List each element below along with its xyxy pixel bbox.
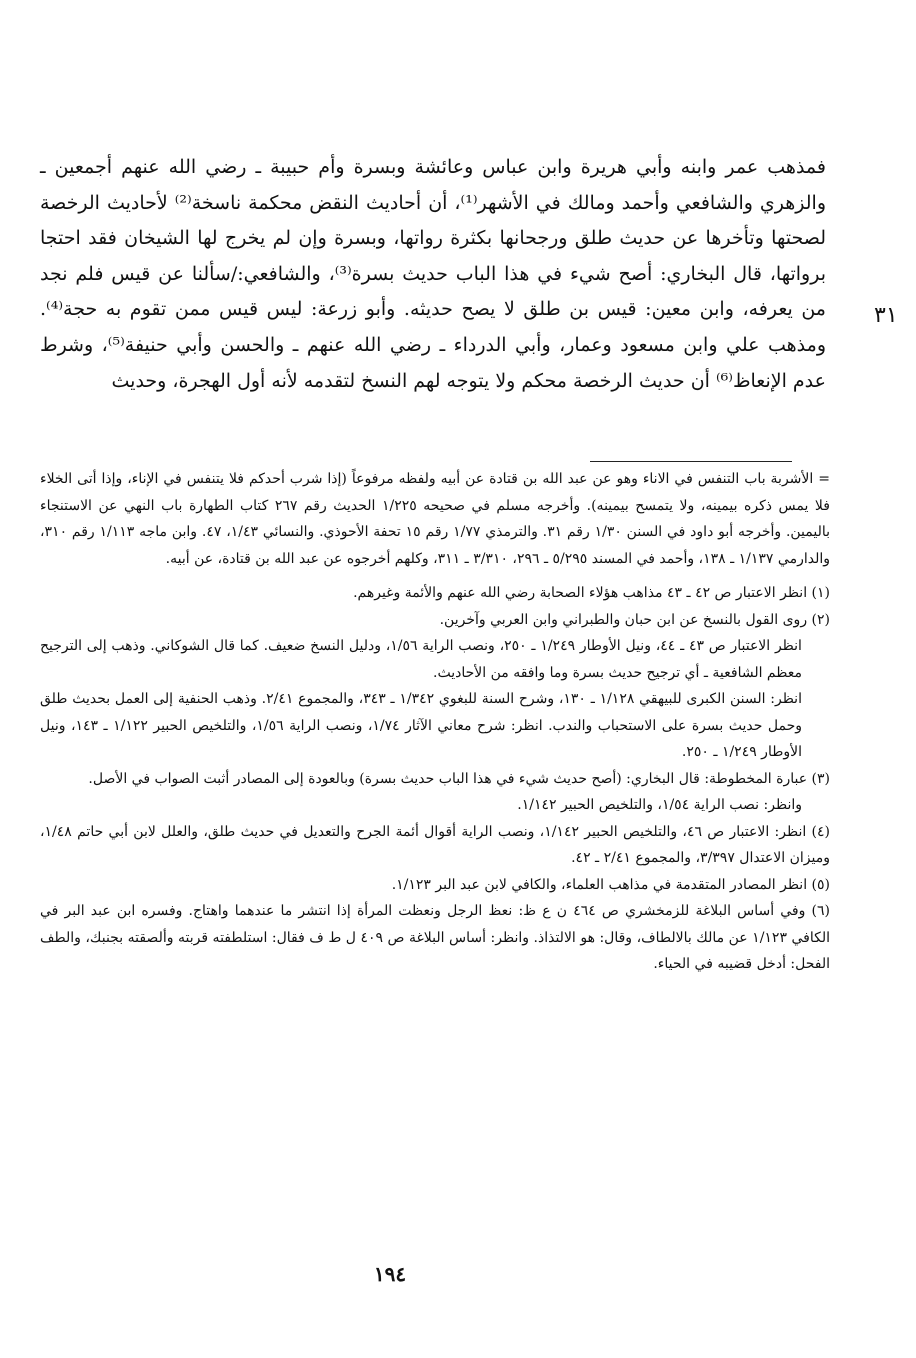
footnote-3-detail: وانظر: نصب الراية ١/٥٤، والتلخيص الحبير ١/١٤٢. bbox=[517, 797, 802, 813]
main-paragraph: فمذهب عمر وابنه وأبي هريرة وابن عباس وعائشة وبسرة وأم حبيبة ـ رضي الله عنهم أجمعين ـ والزهري والشافعي وأحمد ومالك في الأشهر⁽¹⁾، أن أحاديث النقض محكمة ناسخة⁽²⁾ لأحاديث الرخصة لصحتها وتأخرها عن حديث طلق ورجحانها بكثرة رواتها، وبسرة وإن لم يخرج لها الشيخان فقد احتجا برواتها، قال البخاري: أصح شيء في هذا الباب حديث بسرة⁽³⁾، والشافعي:/سألنا عن قيس فلم نجد من يعرفه، وابن معين: قيس بن طلق لا يصح حديثه. وأبو زرعة: ليس قيس ممن تقوم به حجة⁽⁴⁾. ومذهب علي وابن مسعود وعمار، وأبي الدرداء ـ رضي الله عنهم ـ والحسن وأبي حنيفة⁽⁵⁾، وشرط عدم الإنعاظ⁽⁶⁾ أن حديث الرخصة محكم ولا يتوجه لهم النسخ لتقدمه لأنه أول الهجرة، وحديث bbox=[40, 156, 827, 392]
footnote-2-detail-a: انظر الاعتبار ص ٤٣ ـ ٤٤، ونيل الأوطار ١/٢٤٩ ـ ٢٥٠، ونصب الراية ١/٥٦، ودليل النسخ ضعيف. كما قال الشوكاني. وذهب إلى الترجيح معظم الشافعية ـ أي ترجيح حديث بسرة وما وافقه من الأحاديث. bbox=[40, 638, 802, 681]
footnote-1: (١) انظر الاعتبار ص ٤٢ ـ ٤٣ مذاهب هؤلاء الصحابة رضي الله عنهم والأئمة وغيرهم. bbox=[353, 585, 830, 601]
footnote-6: (٦) وفي أساس البلاغة للزمخشري ص ٤٦٤ ن ع ظ: نعظ الرجل ونعظت المرأة إذا انتشر ما عندهما واهتاج. وفسره ابن عبد البر في الكافي ١/١٢٣ عن مالك بالالطاف، وقال: هو الالتذاذ. وانظر: أساس البلاغة ص ٤٠٩ ل ط ف فقال: استلطفته قربته وألصقته بجنبك، والطف الفحل: أدخل قضيبه في الحياء. bbox=[40, 903, 830, 972]
footnote-continuation: = الأشربة باب التنفس في الاناء وهو عن عبد الله بن قتادة عن أبيه ولفظه مرفوعاً (إذا شرب أحدكم فلا يتنفس في الإناء، وإذا أتى الخلاء فلا يمس ذكره بيمينه، ولا يتمسح بيمينه). وأخرجه مسلم في صحيحه ١/٢٢٥ الحديث رقم ٢٦٧ كتاب الطهارة باب النهي عن الاستنجاء باليمين. وأخرجه أبو داود في السنن ١/٣٠ رقم ٣١. والترمذي ١/٧٧ رقم ١٥ تحفة الأحوذي. والنسائي ١/٤٣، ٤٧. وابن ماجه ١/١١٣ رقم ٣١٠، والدارمي ١/١٣٧ ـ ١٣٨، وأحمد في المسند ٥/٢٩٥ ـ ٢٩٦، ٣/٣١٠ ـ ٣١١، وكلهم أخرجوه عن عبد الله بن قتادة، عن أبيه. bbox=[40, 471, 831, 567]
footnote-separator bbox=[590, 461, 792, 462]
footnote-2: (٢) روى القول بالنسخ عن ابن حبان والطبراني وابن العربي وآخرين. bbox=[439, 611, 830, 628]
footnote-3: (٣) عبارة المخطوطة: قال البخاري: (أصح حديث شيء في هذا الباب حديث بسرة) وبالعودة إلى المصادر أثبت الصواب في الأصل. bbox=[88, 770, 830, 787]
main-text bbox=[40, 150, 826, 399]
footnote-2-detail-b: انظر: السنن الكبرى للبيهقي ١/١٢٨ ـ ١٣٠، وشرح السنة للبغوي ١/٣٤٢ ـ ٣٤٣، والمجموع ٢/٤١. وذهب الحنفية إلى العمل بحديث طلق وحمل حديث بسرة على الاستحباب والندب. انظر: شرح معاني الآثار ١/٧٤، ونصب الراية ١/٥٦، والتلخيص الحبير ١/١٢٢ ـ ١٤٣، ونيل الأوطار ١/٢٤٩ ـ ٢٥٠. bbox=[40, 691, 802, 760]
footnote-5: (٥) انظر المصادر المتقدمة في مذاهب العلماء، والكافي لابن عبد البر ١/١٢٣. bbox=[391, 876, 830, 893]
footnote-4: (٤) انظر: الاعتبار ص ٤٦، والتلخيص الحبير ١/١٤٢، ونصب الراية أقوال أئمة الجرح والتعديل في حديث طلق، والعلل لابن أبي حاتم ١/٤٨، وميزان الاعتدال ٣/٣٩٧، والمجموع ٢/٤١ ـ ٤٢. bbox=[40, 823, 830, 866]
manuscript-margin-number: ٣١ bbox=[874, 303, 898, 328]
page-number: ١٩٤ bbox=[373, 1262, 407, 1286]
footnotes bbox=[40, 466, 830, 978]
